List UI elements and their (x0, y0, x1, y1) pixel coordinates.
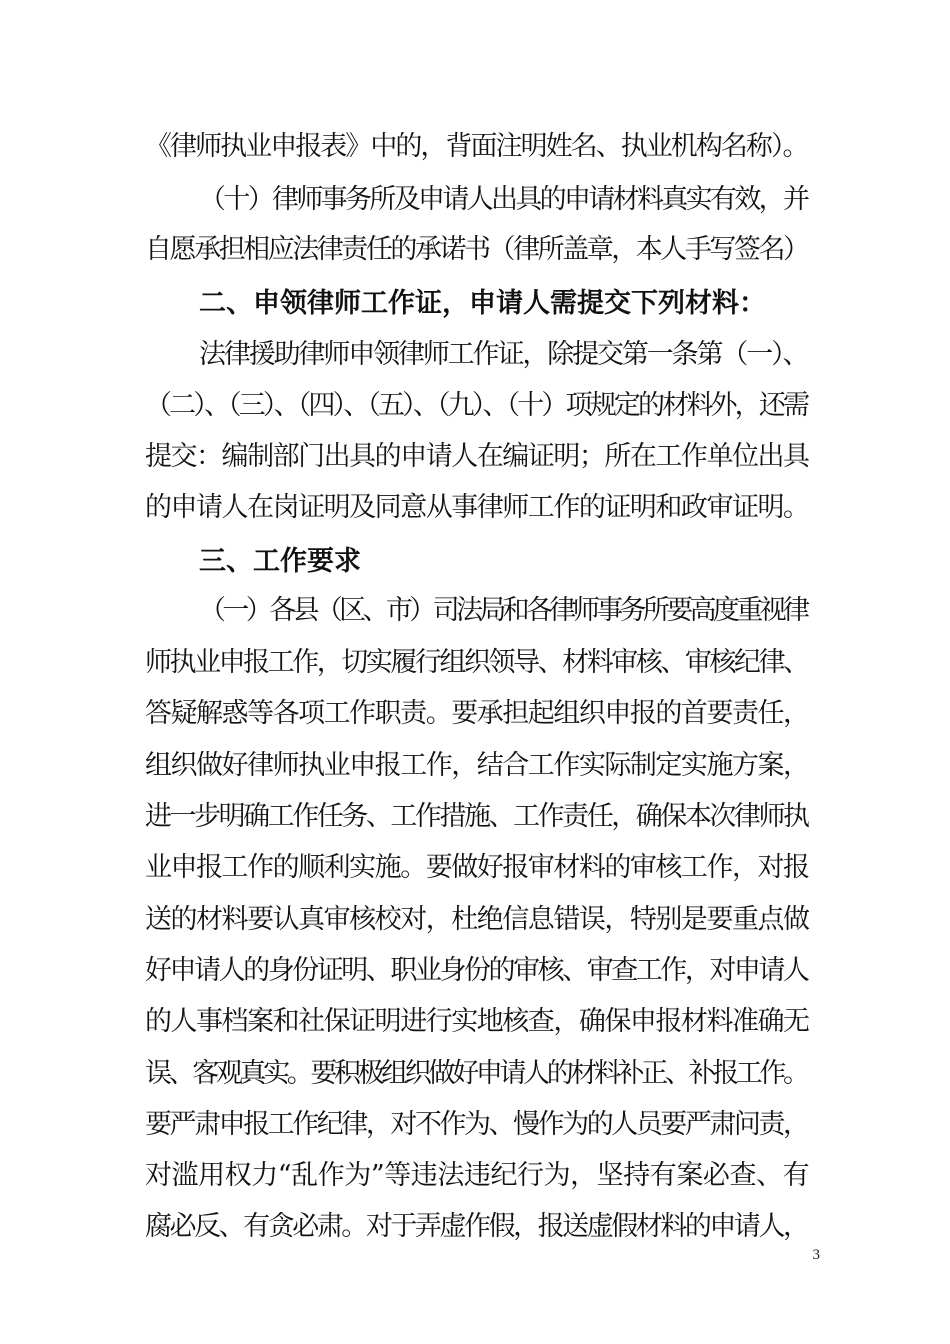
text-line-2: （十）律师事务所及申请人出具的申请材料真实有效，并 (199, 184, 808, 215)
text-line-19: 误、客观真实。要积极组织做好申请人的材料补正、补报工作。 (145, 1058, 807, 1089)
page-number: 3 (812, 1247, 820, 1263)
text-line-6: （二）、（三）、（四）、（五）、（九）、（十）项规定的材料外，还需 (145, 390, 808, 421)
text-line-22: 腐必反、有贪必肃。对于弄虚作假，报送虚假材料的申请人， (145, 1211, 808, 1242)
text-line-8: 的申请人在岗证明及同意从事律师工作的证明和政审证明。 (145, 492, 809, 523)
text-line-3: 自愿承担相应法律责任的承诺书（律所盖章，本人手写签名） (145, 234, 808, 265)
text-line-1: 《律师执业申报表》中的，背面注明姓名、执业机构名称）。 (145, 131, 808, 162)
text-line-11: 师执业申报工作，切实履行组织领导、材料审核、审核纪律、 (145, 647, 808, 678)
text-line-10: （一）各县（区、市）司法局和各律师事务所要高度重视律 (199, 595, 807, 626)
section-heading-2: 二、申领律师工作证，申请人需提交下列材料： (199, 288, 766, 319)
text-line-7: 提交：编制部门出具的申请人在编证明；所在工作单位出具 (145, 441, 809, 472)
text-line-15: 业申报工作的顺利实施。要做好报审材料的审核工作，对报 (145, 852, 809, 883)
text-line-21: 对滥用权力“乱作为”等违法违纪行为，坚持有案必查、有 (145, 1160, 810, 1191)
text-line-16: 送的材料要认真审核校对，杜绝信息错误，特别是要重点做 (145, 904, 809, 935)
text-line-17: 好申请人的身份证明、职业身份的审核、审查工作，对申请人 (145, 955, 808, 986)
text-line-14: 进一步明确工作任务、工作措施、工作责任，确保本次律师执 (145, 801, 808, 832)
text-line-18: 的人事档案和社保证明进行实地核查，确保申报材料准确无 (145, 1006, 809, 1037)
text-line-5: 法律援助律师申领律师工作证，除提交第一条第（一）、 (199, 339, 808, 370)
text-line-13: 组织做好律师执业申报工作，结合工作实际制定实施方案， (145, 750, 809, 781)
text-line-12: 答疑解惑等各项工作职责。要承担起组织申报的首要责任， (145, 698, 809, 729)
section-heading-3: 三、工作要求 (199, 546, 361, 577)
text-line-20: 要严肃申报工作纪律，对不作为、慢作为的人员要严肃问责， (145, 1109, 808, 1140)
